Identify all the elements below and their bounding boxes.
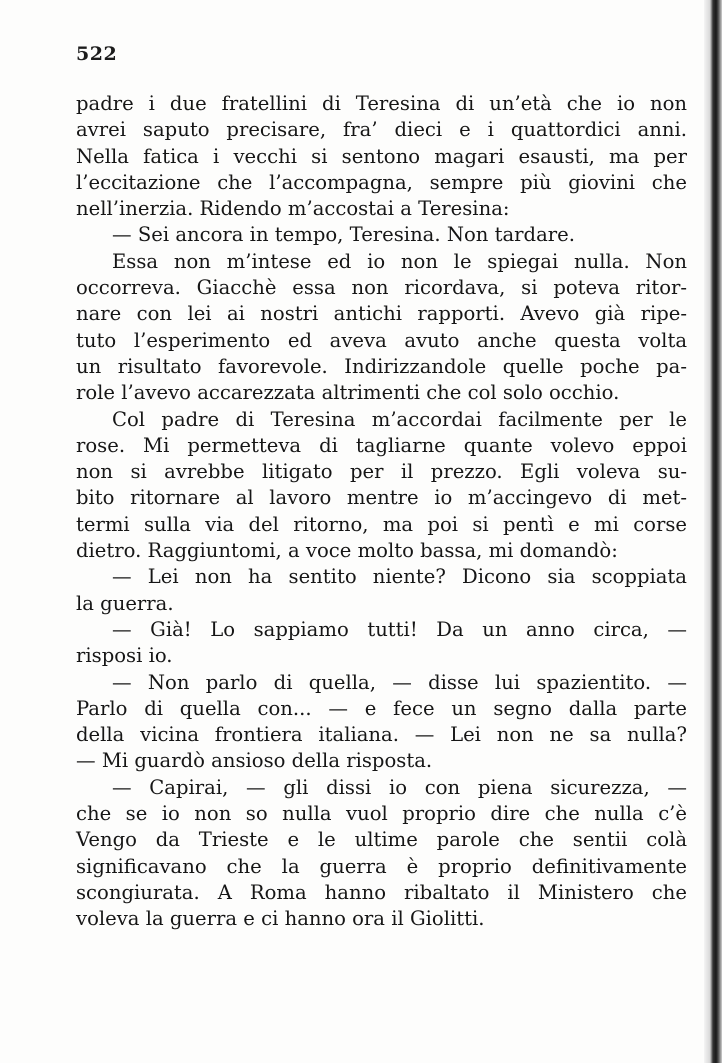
- page-number: 522: [76, 43, 118, 65]
- text-line: avrei saputo precisare, fra’ dieci e i quattordici anni.: [76, 118, 687, 142]
- text-line: non si avrebbe litigato per il prezzo. Egli voleva su-: [76, 460, 687, 484]
- text-line: — Già! Lo sappiamo tutti! Da un anno circa, —: [112, 617, 687, 641]
- text-line: — Sei ancora in tempo, Teresina. Non tardare.: [112, 223, 575, 247]
- text-line: rose. Mi permetteva di tagliarne quante volevo eppoi: [76, 433, 687, 457]
- text-line: Col padre di Teresina m’accordai facilmente per le: [112, 407, 687, 431]
- text-line: — Mi guardò ansioso della risposta.: [76, 749, 433, 773]
- text-line: scongiurata. A Roma hanno ribaltato il Ministero che: [76, 880, 687, 904]
- body-text: [76, 91, 687, 933]
- text-line: — Capirai, — gli dissi io con piena sicurezza, —: [112, 775, 687, 799]
- text-line: nell’inerzia. Ridendo m’accostai a Teresina:: [76, 197, 510, 221]
- text-line: — Non parlo di quella, — disse lui spazientito. —: [112, 670, 687, 694]
- text-line: voleva la guerra e ci hanno ora il Giolitti.: [76, 907, 485, 931]
- text-line: — Lei non ha sentito niente? Dicono sia scoppiata: [112, 565, 687, 589]
- text-line: padre i due fratellini di Teresina di un’età che io non: [76, 92, 687, 115]
- text-line: dietro. Raggiuntomi, a voce molto bassa, mi domandò:: [76, 539, 618, 563]
- text-line: termi sulla via del ritorno, ma poi si pentì e mi corse: [76, 512, 687, 536]
- book-spine-edge: [704, 0, 722, 1063]
- text-line: nare con lei ai nostri antichi rapporti. Avevo già ripe-: [76, 302, 687, 326]
- text-line: la guerra.: [76, 591, 174, 615]
- text-line: Essa non m’intese ed io non le spiegai nulla. Non: [112, 249, 687, 273]
- text-line: che se io non so nulla vuol proprio dire che nulla c’è: [76, 802, 687, 826]
- text-line: role l’avevo accarezzata altrimenti che col solo occhio.: [76, 381, 620, 405]
- text-line: Nella fatica i vecchi si sentono magari esausti, ma per: [76, 144, 687, 168]
- text-line: Vengo da Trieste e le ultime parole che sentii colà: [76, 828, 687, 852]
- text-line: occorreva. Giacchè essa non ricordava, si poteva ritor-: [76, 276, 687, 300]
- text-line: Parlo di quella con... — e fece un segno dalla parte: [76, 696, 687, 720]
- text-line: significavano che la guerra è proprio definitivamente: [76, 854, 687, 878]
- text-line: risposi io.: [76, 644, 173, 668]
- text-line: della vicina frontiera italiana. — Lei non ne sa nulla?: [76, 723, 687, 747]
- text-line: l’eccitazione che l’accompagna, sempre più giovini che: [76, 170, 687, 194]
- text-line: un risultato favorevole. Indirizzandole quelle poche pa-: [76, 354, 687, 378]
- text-line: tuto l’esperimento ed aveva avuto anche questa volta: [76, 328, 687, 352]
- text-line: bito ritornare al lavoro mentre io m’accingevo di met-: [76, 486, 687, 510]
